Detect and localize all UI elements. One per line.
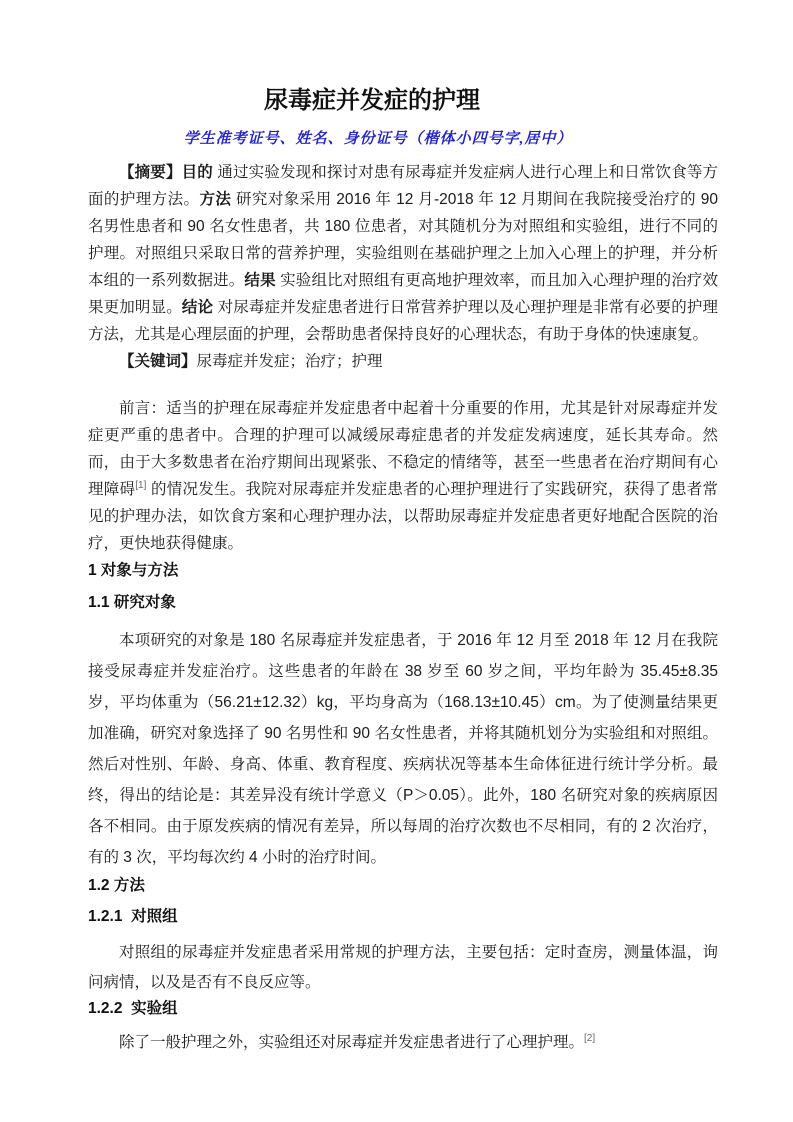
keywords-line: 【关键词】尿毒症并发症；治疗；护理 [119, 353, 383, 370]
section-paragraph-1-2-1: 对照组的尿毒症并发症患者采用常规的护理方法，主要包括：定时查房，测量体温，询问病情，以及是否有不良反应等。 [88, 944, 718, 991]
preface-paragraph: 前言：适当的护理在尿毒症并发症患者中起着十分重要的作用，尤其是针对尿毒症并发症更严重的患者中。合理的护理可以减缓尿毒症患者的并发症发病速度，延长其寿命。然而，由于大多数患者在治疗期间出现紧张、不稳定的情绪等，甚至一些患者在治疗期间有心理障碍[1] 的情况发生。我院对尿毒症并发症患者的心理护理进行了实践研究，获得了患者常见的护理办法，如饮食方案和心理护理办法，以帮助尿毒症并发症患者更好地配合医院的治疗，更快地获得健康。 [88, 400, 718, 552]
section-heading-1-1: 1.1 研究对象 [88, 594, 176, 611]
abstract-paragraph: 【摘要】目的 通过实验发现和探讨对患有尿毒症并发症病人进行心理上和日常饮食等方面的护理方法。方法 研究对象采用 2016 年 12 月-2018 年 12 月期间在我院接受治疗的 90 名男性患者和 90 名女性患者，共 180 位患者，对其随机分为对照组和实验组，进行不同的护理。对照组只采取日常的营养护理，实验组则在基础护理之上加入心理上的护理，并分析本组的一系列数据进。结果 实验组比对照组有更高地护理效率，而且加入心理护理的治疗效果更加明显。结论 对尿毒症并发症患者进行日常营养护理以及心理护理是非常有必要的护理方法，尤其是心理层面的护理，会帮助患者保持良好的心理状态，有助于身体的快速康复。 [88, 164, 718, 343]
section-heading-1: 1 对象与方法 [88, 562, 179, 579]
document-content [88, 0, 718, 1058]
section-heading-1-2-2: 1.2.2 实验组 [88, 1000, 178, 1017]
section-paragraph-1-1: 本项研究的对象是 180 名尿毒症并发症患者，于 2016 年 12 月至 2018 年 12 月在我院接受尿毒症并发症治疗。这些患者的年龄在 38 岁至 60 岁之间，平均年龄为 35.45±8.35 岁，平均体重为（56.21±12.32）kg，平均身高为（168.13±10.45）cm。为了使测量结果更加准确，研究对象选择了 90 名男性和 90 名女性患者，并将其随机划分为实验组和对照组。然后对性别、年龄、身高、体重、教育程度、疾病状况等基本生命体征进行统计学分析。最终，得出的结论是：其差异没有统计学意义（P＞0.05）。此外，180 名研究对象的疾病原因各不相同。由于原发疾病的情况有差异，所以每周的治疗次数也不尽相同，有的 2 次治疗，有的 3 次，平均每次约 4 小时的治疗时间。 [88, 632, 718, 866]
author-placeholder-line: 学生准考证号、姓名、身份证号（楷体小四号字,居中） [183, 131, 573, 147]
section-heading-1-2-1: 1.2.1 对照组 [88, 908, 178, 925]
section-paragraph-1-2-2: 除了一般护理之外，实验组还对尿毒症并发症患者进行了心理护理。[2] [119, 1032, 596, 1051]
section-heading-1-2: 1.2 方法 [88, 877, 145, 894]
doc-title: 尿毒症并发症的护理 [264, 87, 480, 114]
